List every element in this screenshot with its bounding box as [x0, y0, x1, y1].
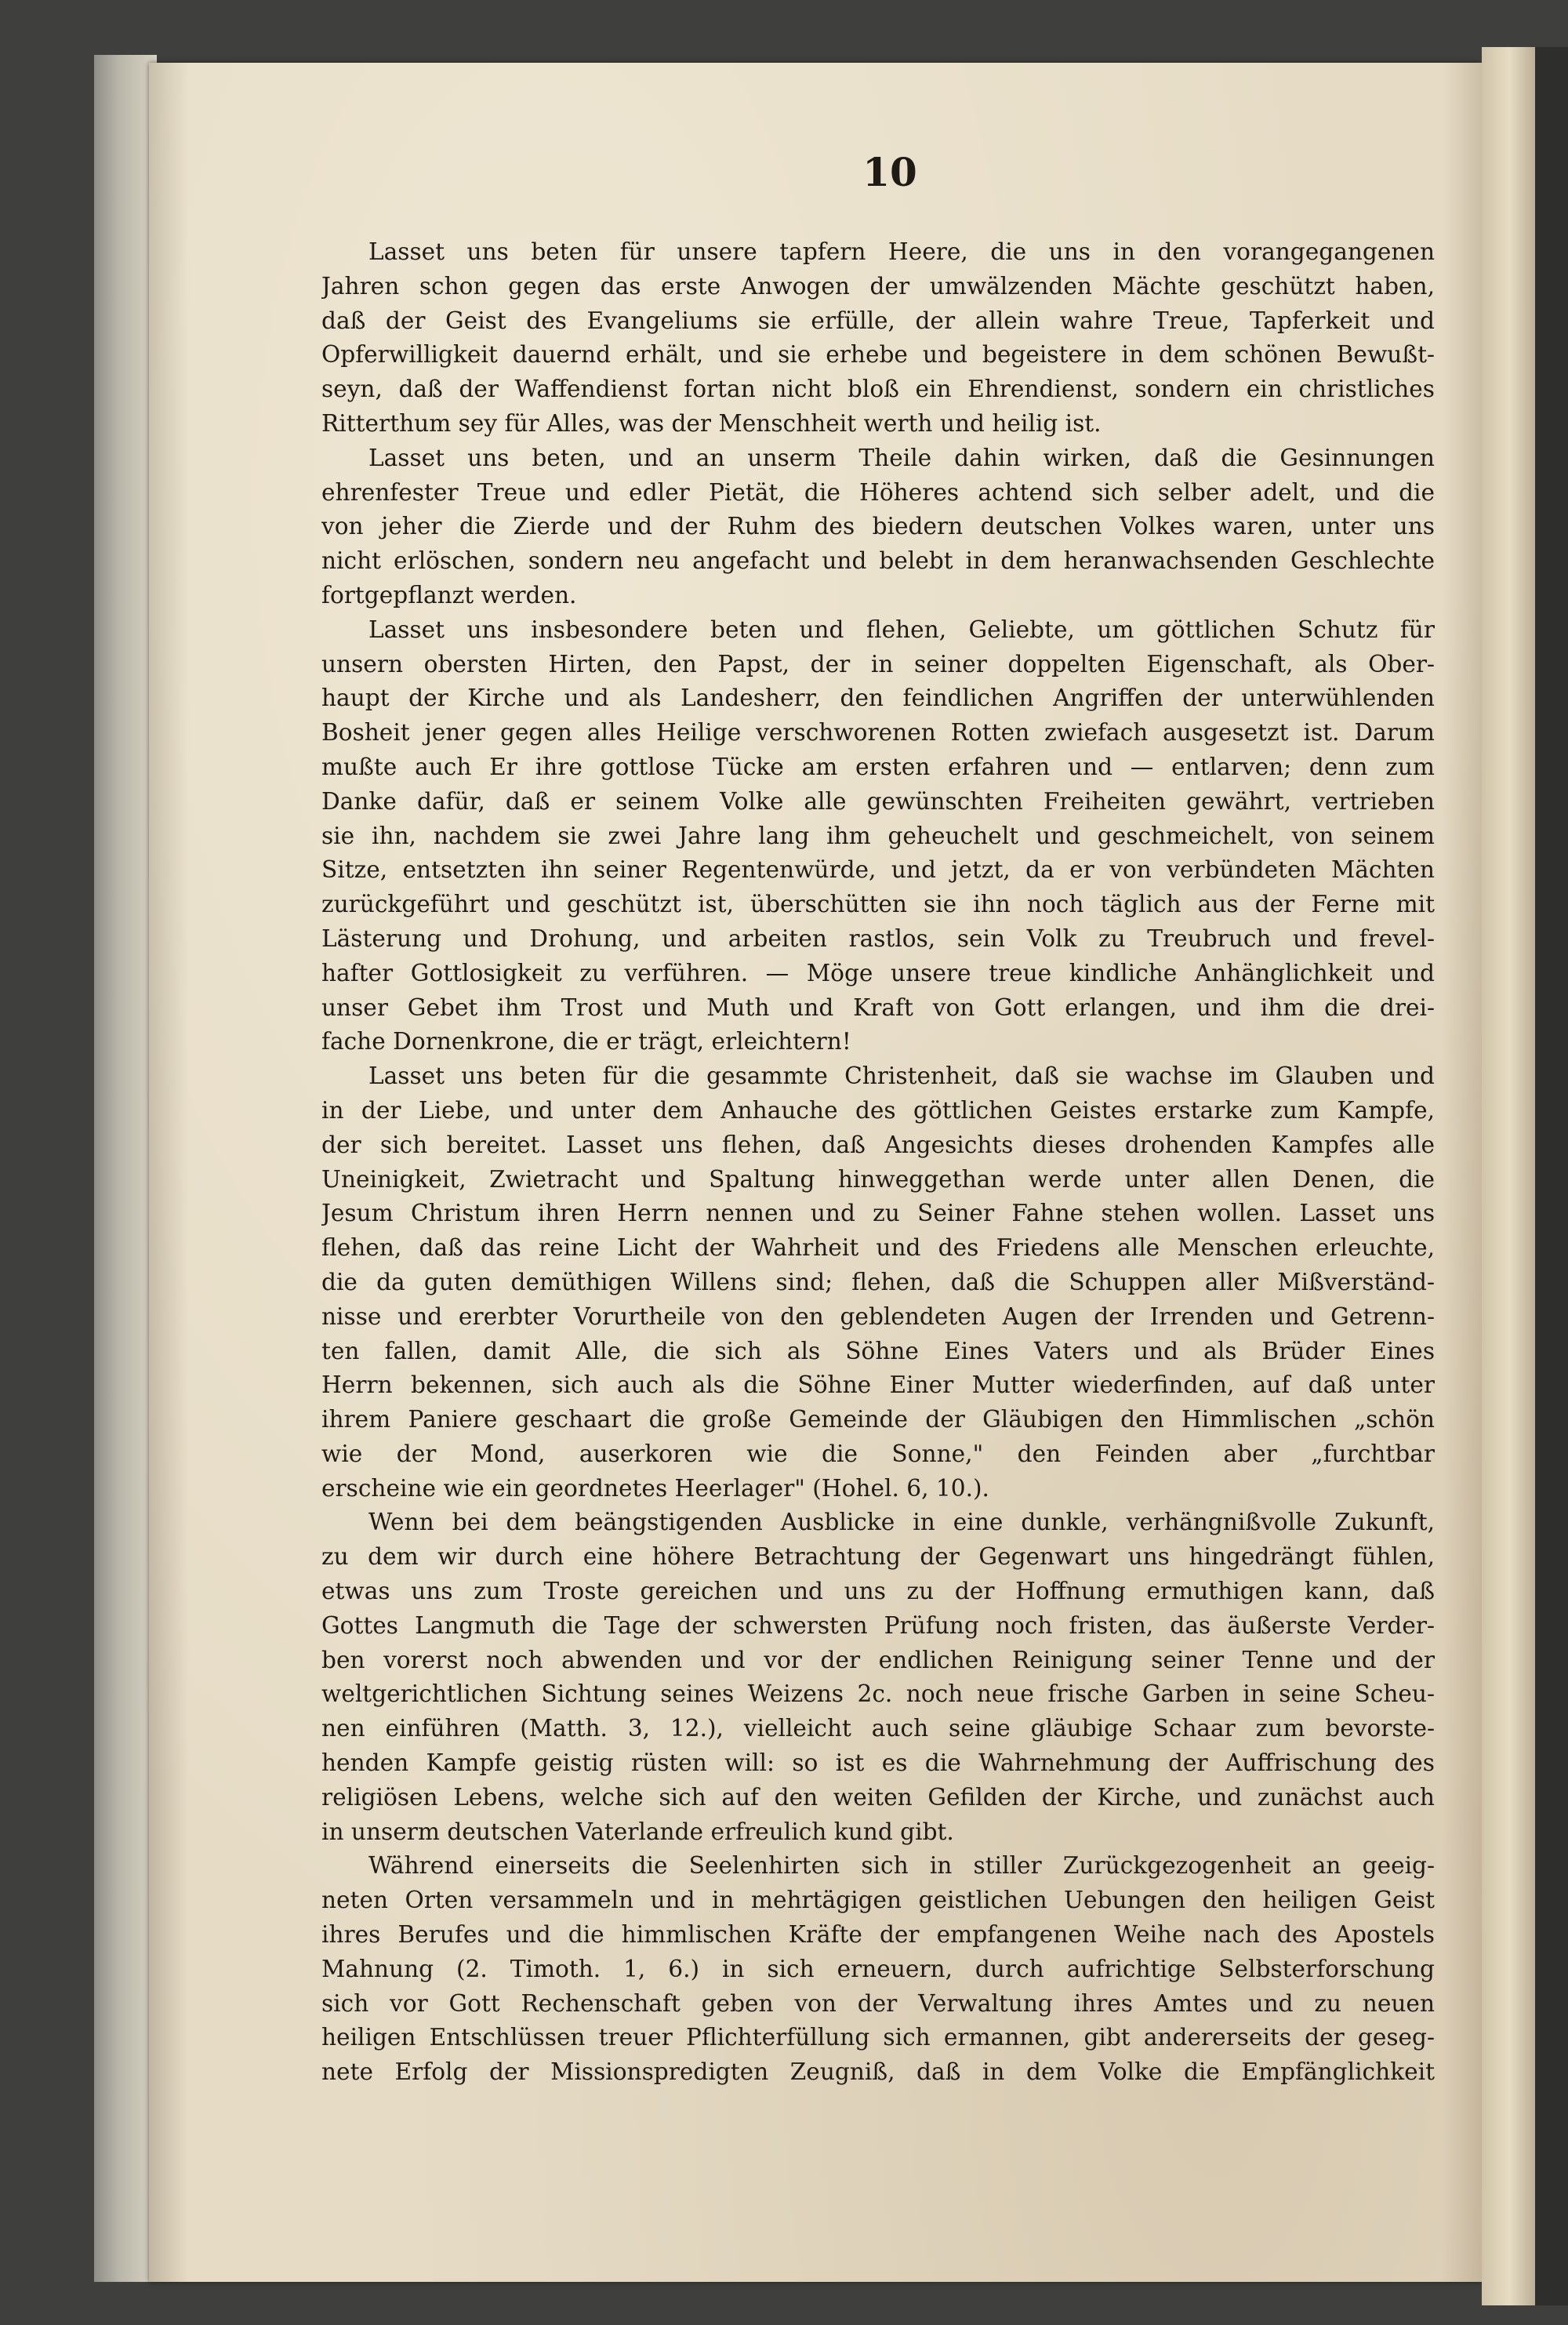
text-line: weltgerichtlichen Sichtung seines Weizens 2c. noch neue frische Garben in seine Scheu- [321, 1680, 1435, 1708]
text-line: Lästerung und Drohung, und arbeiten rastlos, sein Volk zu Treubruch und frevel- [321, 925, 1435, 952]
text-line: mußte auch Er ihre gottlose Tücke am ersten erfahren und — entlarven; denn zum [321, 753, 1435, 780]
text-line: Uneinigkeit, Zwietracht und Spaltung hinweggethan werde unter allen Denen, die [321, 1165, 1435, 1193]
body-text [321, 235, 1435, 2090]
text-line: Mahnung (2. Timoth. 1, 6.) in sich erneuern, durch aufrichtige Selbsterforschung [321, 1955, 1435, 1982]
text-line: heiligen Entschlüssen treuer Pflichterfüllung sich ermannen, gibt andererseits der geseg- [321, 2024, 1435, 2051]
text-line: sie ihn, nachdem sie zwei Jahre lang ihm geheuchelt und geschmeichelt, von seinem [321, 822, 1435, 849]
text-line: Gottes Langmuth die Tage der schwersten Prüfung noch fristen, das äußerste Verder- [321, 1611, 1435, 1639]
text-line: ten fallen, damit Alle, die sich als Söhne Eines Vaters und als Brüder Eines [321, 1337, 1435, 1364]
text-line: die da guten demüthigen Willens sind; flehen, daß die Schuppen aller Mißverständ- [321, 1268, 1435, 1295]
text-line: unser Gebet ihm Trost und Muth und Kraft von Gott erlangen, und ihm die drei- [321, 994, 1435, 1021]
text-line: in unserm deutschen Vaterlande erfreulich kund gibt. [321, 1818, 954, 1845]
text-line: ehrenfester Treue und edler Pietät, die Höheres achtend sich selber adelt, und die [321, 478, 1435, 506]
text-line: Jahren schon gegen das erste Anwogen der umwälzenden Mächte geschützt haben, [321, 272, 1435, 300]
text-line: Jesum Christum ihren Herrn nennen und zu Seiner Fahne stehen wollen. Lasset uns [321, 1200, 1435, 1227]
text-line: fache Dornenkrone, die er trägt, erleichtern! [321, 1028, 851, 1055]
text-line: Bosheit jener gegen alles Heilige verschworenen Rotten zwiefach ausgesetzt ist. Darum [321, 719, 1435, 747]
text-line: unsern obersten Hirten, den Papst, der in seiner doppelten Eigenschaft, als Ober- [321, 650, 1435, 678]
text-line: Sitze, entsetzten ihn seiner Regentenwürde, und jetzt, da er von verbündeten Mächten [321, 856, 1435, 884]
page-edge-right [1482, 47, 1537, 2305]
text-line: Ritterthum sey für Alles, was der Menschheit werth und heilig ist. [321, 409, 1102, 437]
text-line: ihrem Paniere geschaart die große Gemeinde der Gläubigen den Himmlischen „schön [321, 1406, 1435, 1433]
text-line: Opferwilligkeit dauernd erhält, und sie erhebe und begeistere in dem schönen Bewußt- [321, 341, 1435, 369]
text-line: religiösen Lebens, welche sich auf den weiten Gefilden der Kirche, und zunächst auch [321, 1783, 1435, 1811]
text-line: haupt der Kirche und als Landesherr, den feindlichen Angriffen der unterwühlenden [321, 685, 1435, 712]
text-line: ihres Berufes und die himmlischen Kräfte der empfangenen Weihe nach des Apostels [321, 1921, 1435, 1949]
text-line: ben vorerst noch abwenden und vor der endlichen Reinigung seiner Tenne und der [321, 1646, 1435, 1673]
scan-margin-right [1535, 47, 1568, 2305]
text-line: zurückgeführt und geschützt ist, überschütten sie ihn noch täglich aus der Ferne mit [321, 891, 1435, 918]
text-line: hafter Gottlosigkeit zu verführen. — Möge unsere treue kindliche Anhänglichkeit und [321, 959, 1435, 986]
text-line: flehen, daß das reine Licht der Wahrheit und des Friedens alle Menschen erleuchte, [321, 1234, 1435, 1262]
text-line: nen einführen (Matth. 3, 12.), vielleicht auch seine gläubige Schaar zum bevorste- [321, 1715, 1435, 1742]
text-line: von jeher die Zierde und der Ruhm des biedern deutschen Volkes waren, unter uns [321, 513, 1435, 540]
page-number: 10 [862, 149, 917, 195]
text-line: Lasset uns beten für unsere tapfern Heere, die uns in den vorangegangenen [368, 238, 1435, 265]
text-line: in der Liebe, und unter dem Anhauche des göttlichen Geistes erstarke zum Kampfe, [321, 1096, 1435, 1124]
text-line: henden Kampfe geistig rüsten will: so ist es die Wahrnehmung der Auffrischung des [321, 1749, 1435, 1777]
text-line: Herrn bekennen, sich auch als die Söhne Einer Mutter wiederfinden, auf daß unter [321, 1371, 1435, 1399]
book-spine-edge [94, 55, 157, 2282]
text-line: neten Orten versammeln und in mehrtägigen geistlichen Uebungen den heiligen Geist [321, 1887, 1435, 1914]
text-line: Während einerseits die Seelenhirten sich in stiller Zurückgezogenheit an geeig- [368, 1852, 1435, 1880]
text-line: Lasset uns beten, und an unserm Theile dahin wirken, daß die Gesinnungen [368, 444, 1435, 471]
text-line: seyn, daß der Waffendienst fortan nicht bloß ein Ehrendienst, sondern ein christliches [321, 376, 1435, 403]
text-line: fortgepflanzt werden. [321, 581, 577, 608]
text-line: nisse und ererbter Vorurtheile von den geblendeten Augen der Irrenden und Getrenn- [321, 1302, 1435, 1330]
text-line: zu dem wir durch eine höhere Betrachtung der Gegenwart uns hingedrängt fühlen, [321, 1543, 1435, 1571]
text-line: sich vor Gott Rechenschaft geben von der Verwaltung ihres Amtes und zu neuen [321, 1989, 1435, 2017]
text-line: Lasset uns insbesondere beten und flehen, Geliebte, um göttlichen Schutz für [368, 616, 1435, 643]
text-line: nicht erlöschen, sondern neu angefacht und belebt in dem heranwachsenden Geschlechte [321, 547, 1435, 575]
text-line: nete Erfolg der Missionspredigten Zeugniß, daß in dem Volke die Empfänglichkeit [321, 2058, 1435, 2086]
text-line: der sich bereitet. Lasset uns flehen, daß Angesichts dieses drohenden Kampfes alle [321, 1131, 1435, 1158]
text-line: wie der Mond, auserkoren wie die Sonne," den Feinden aber „furchtbar [321, 1440, 1435, 1467]
text-line: Lasset uns beten für die gesammte Christenheit, daß sie wachse im Glauben und [368, 1063, 1435, 1090]
text-line: daß der Geist des Evangeliums sie erfülle, der allein wahre Treue, Tapferkeit und [321, 307, 1435, 334]
text-line: etwas uns zum Troste gereichen und uns zu der Hoffnung ermuthigen kann, daß [321, 1578, 1435, 1605]
text-line: Wenn bei dem beängstigenden Ausblicke in eine dunkle, verhängnißvolle Zukunft, [368, 1509, 1435, 1536]
text-line: Danke dafür, daß er seinem Volke alle gewünschten Freiheiten gewährt, vertrieben [321, 787, 1435, 815]
text-line: erscheine wie ein geordnetes Heerlager" (Hohel. 6, 10.). [321, 1474, 989, 1502]
